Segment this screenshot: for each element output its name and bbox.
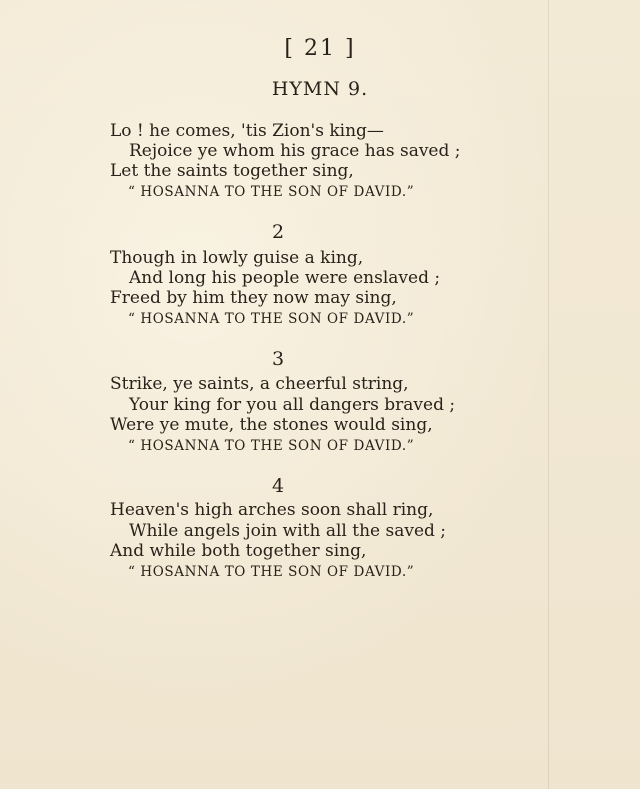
hymn-title: HYMN 9. [271,78,369,100]
verse-line: Though in lowly guise a king, [110,248,364,268]
page-number: [ 21 ] [284,36,356,61]
verse-line: And long his people were enslaved ; [129,268,441,288]
refrain-line: “ HOSANNA TO THE SON OF DAVID.” [128,311,415,327]
verse-line: Strike, ye saints, a cheerful string, [110,374,409,394]
verse-line: Lo ! he comes, 'tis Zion's king— [110,121,384,141]
stanza-number: 3 [271,348,285,370]
refrain-line: “ HOSANNA TO THE SON OF DAVID.” [128,564,415,580]
stanza-number: 4 [271,475,285,497]
verse-line: While angels join with all the saved ; [129,521,447,541]
verse-line: Let the saints together sing, [110,161,354,181]
verse-line: Freed by him they now may sing, [110,288,397,308]
page-gutter-shadow [548,0,549,789]
verse-line: Rejoice ye whom his grace has saved ; [129,141,461,161]
verse-line: And while both together sing, [110,541,367,561]
refrain-line: “ HOSANNA TO THE SON OF DAVID.” [128,184,415,200]
verse-line: Heaven's high arches soon shall ring, [110,500,434,520]
stanza-number: 2 [271,221,285,243]
verse-line: Your king for you all dangers braved ; [129,395,456,415]
verse-line: Were ye mute, the stones would sing, [110,415,433,435]
refrain-line: “ HOSANNA TO THE SON OF DAVID.” [128,438,415,454]
